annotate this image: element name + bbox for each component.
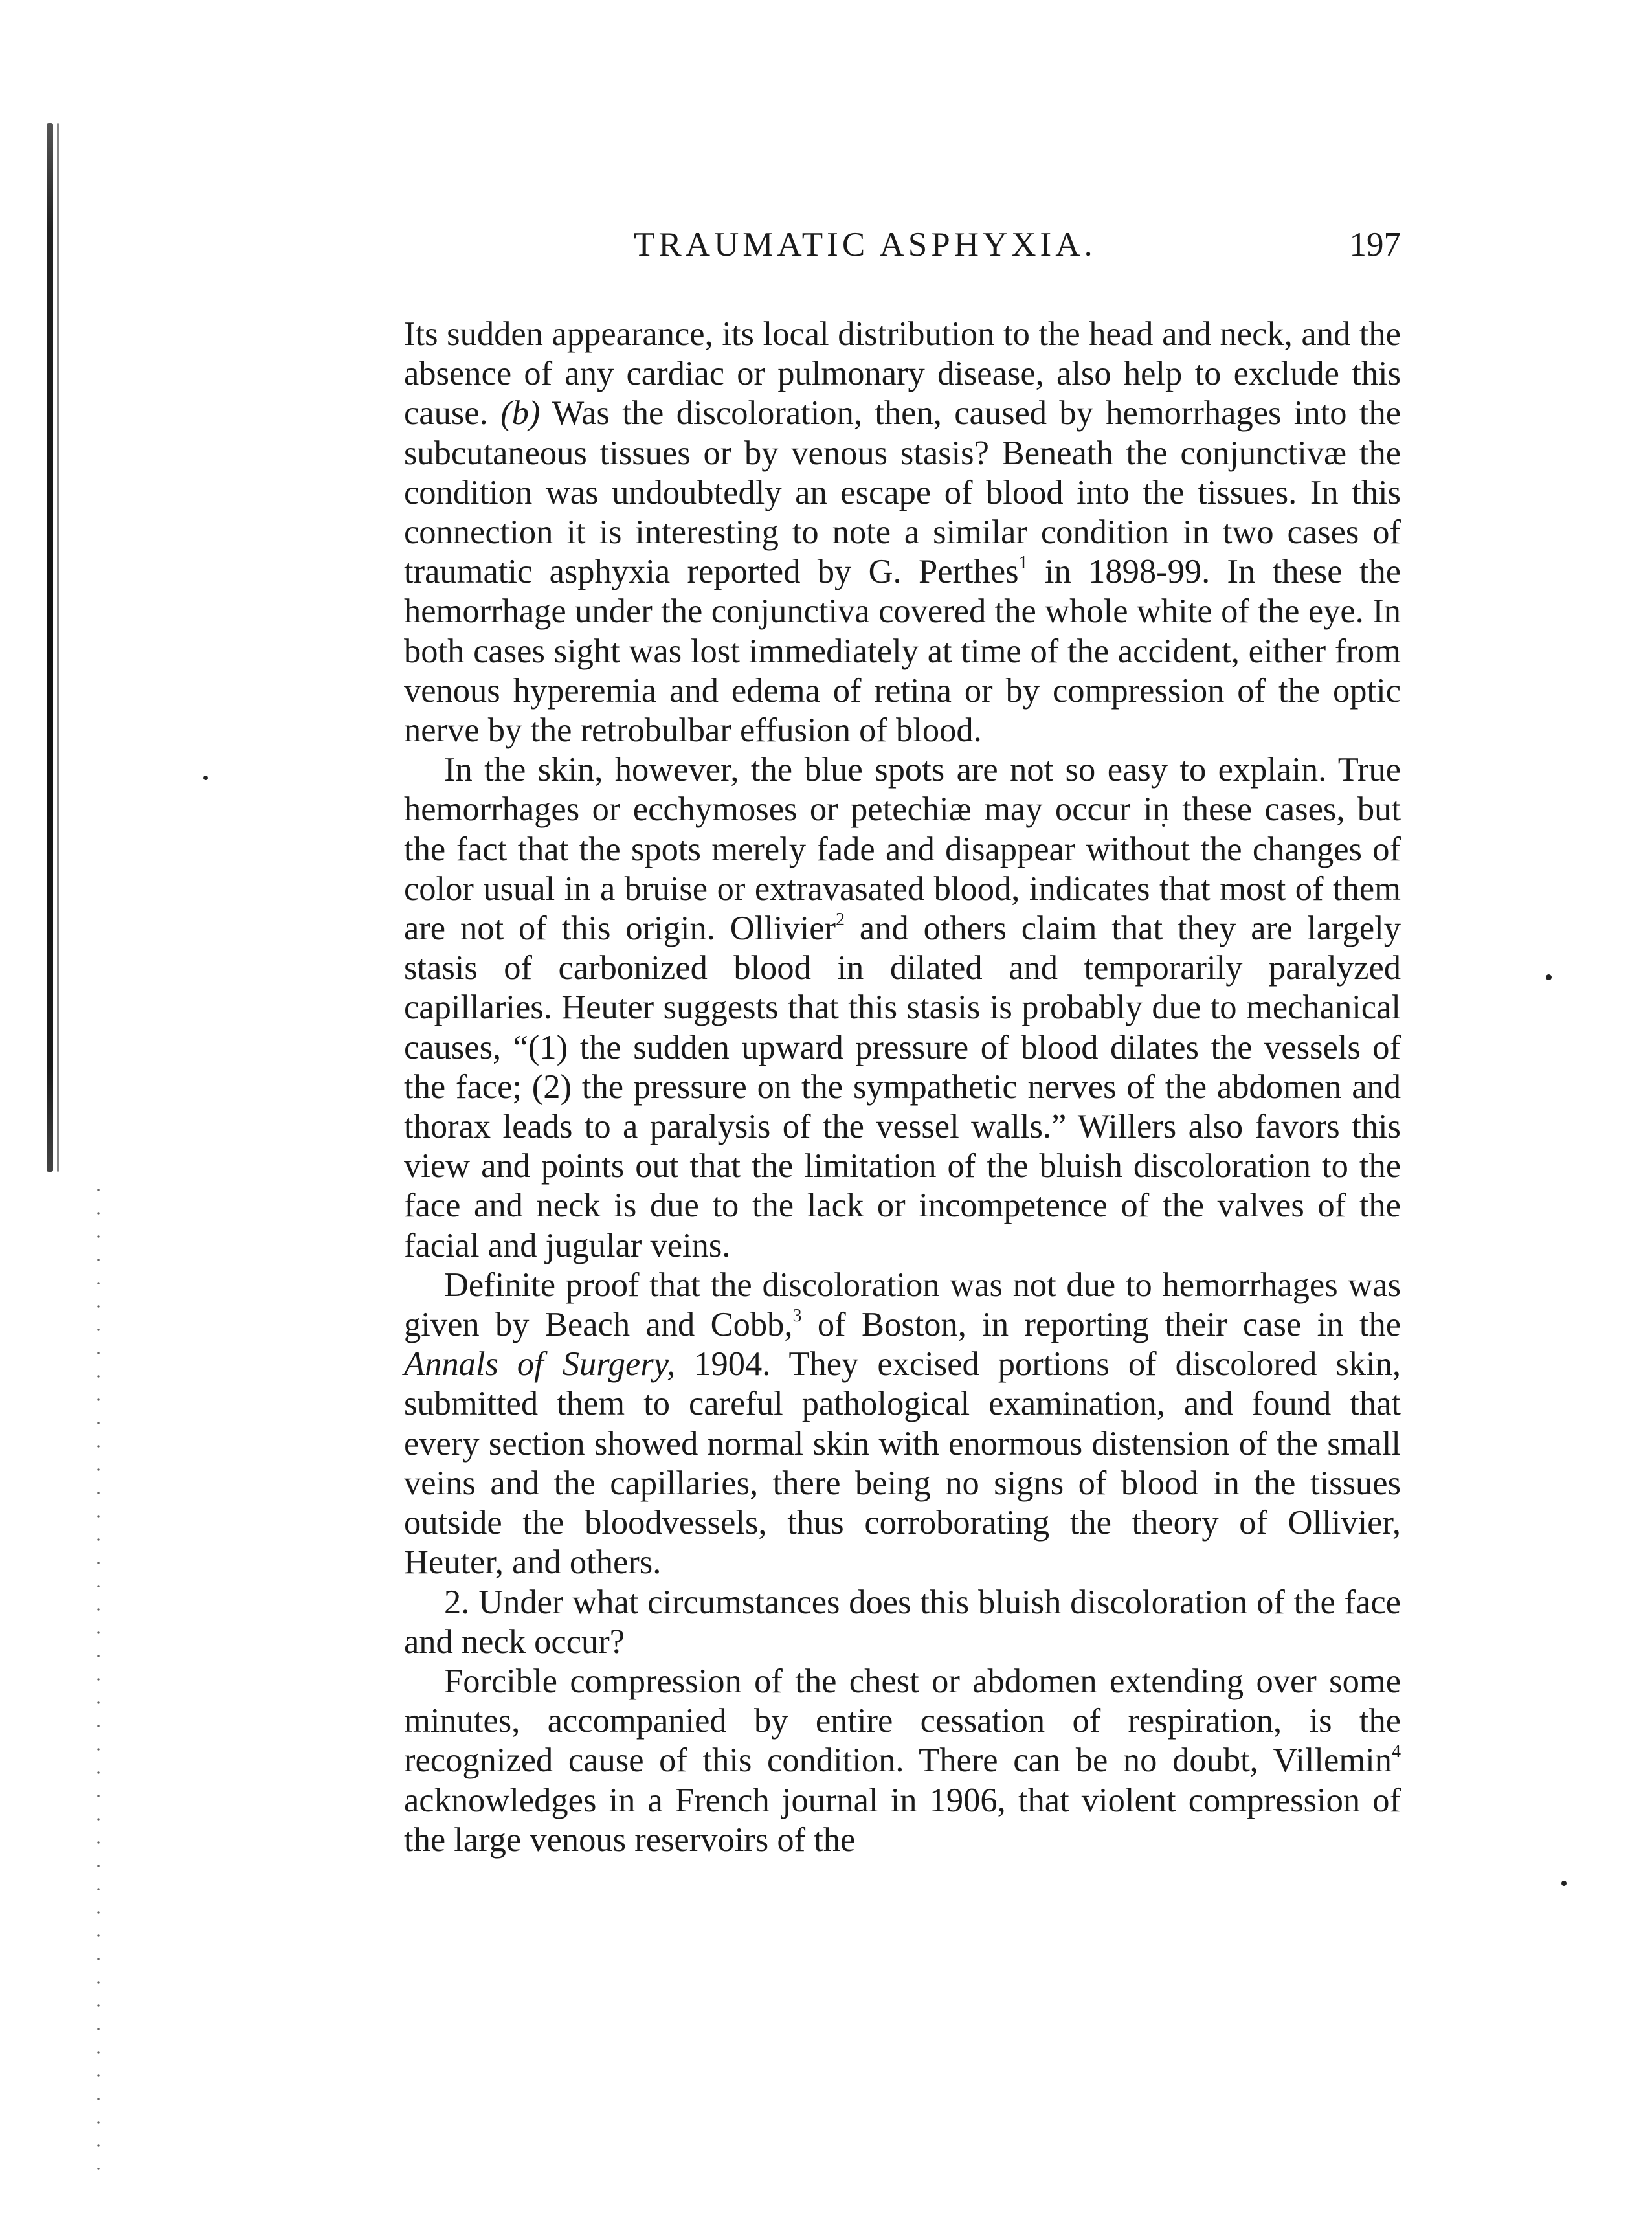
scan-speck <box>1561 1881 1567 1886</box>
paragraph: Its sudden appearance, its local distribution to the head and neck, and the absence of any cardiac or pulmonary disease, also help to exclude this cause. (b) Was the discoloration, then, caused by hemorrhages into the subcutaneous tissues or by venous stasis? Beneath the conjunctivæ the condition was undoubtedly an escape of blood into the tissues. In this connection it is interesting to note a similar condition in two cases of traumatic asphyxia reported by G. Perthes$^1$ in 1898-99. In these the hemorrhage under the conjunctiva covered the whole white of the eye. In both cases sight was lost immediately at time of the accident, either from venous hyperemia and edema of retina or by compression of the optic nerve by the retrobulbar effusion of blood. <box>404 315 1401 750</box>
page-header <box>404 225 1401 284</box>
footnote-ref: 2 <box>836 910 845 930</box>
page-number: 197 <box>1349 226 1401 263</box>
body-text <box>404 315 1401 1860</box>
scan-speck <box>1546 974 1552 980</box>
journal-title: Annals of Surgery, <box>404 1345 676 1384</box>
footnote-ref: 4 <box>1392 1742 1401 1762</box>
paragraph: 2. Under what circumstances does this bluish discoloration of the face and neck occur? <box>404 1583 1401 1661</box>
footnote-ref: 3 <box>792 1306 802 1327</box>
running-title: TRAUMATIC ASPHYXIA. <box>634 226 1097 263</box>
scan-binding-edge <box>47 123 53 1172</box>
footnote-ref: 1 <box>1018 553 1028 574</box>
scan-speck <box>203 776 208 780</box>
paragraph: Definite proof that the discoloration was not due to hemorrhages was given by Beach and Cobb,$^3$ of Boston, in reporting their case in the Annals of Surgery, 1904. They excised portions of discolored skin, submitted them to careful pathological examination, and found that every section showed normal skin with enormous distension of the small veins and the capillaries, there being no signs of blood in the tissues outside the bloodvessels, thus corroborating the theory of Ollivier, Heuter, and others. <box>404 1266 1401 1582</box>
scan-binding-edge-thin <box>57 123 59 1172</box>
scan-margin-dots <box>97 1178 100 2188</box>
paragraph: In the skin, however, the blue spots are not so easy to explain. True hemorrhages or ecchymoses or petechiæ may occur in these cases, but the fact that the spots merely fade and disappear without the changes of color usual in a bruise or extravasated blood, indicates that most of them are not of this origin. Ollivier$^2$ and others claim that they are largely stasis of carbonized blood in dilated and temporarily paralyzed capillaries. Heuter suggests that this stasis is probably due to mechanical causes, “(1) the sudden upward pressure of blood dilates the vessels of the face; (2) the pressure on the sympathetic nerves of the abdomen and thorax leads to a paralysis of the vessel walls.” Willers also favors this view and points out that the limitation of the bluish discoloration to the face and neck is due to the lack or incompetence of the valves of the facial and jugular veins. <box>404 751 1401 1264</box>
paragraph: Forcible compression of the chest or abdomen extending over some minutes, accompanied by entire cessation of respiration, is the recognized cause of this condition. There can be no doubt, Villemin$^4$ acknowledges in a French journal in 1906, that violent compression of the large venous reservoirs of the <box>404 1662 1401 1859</box>
